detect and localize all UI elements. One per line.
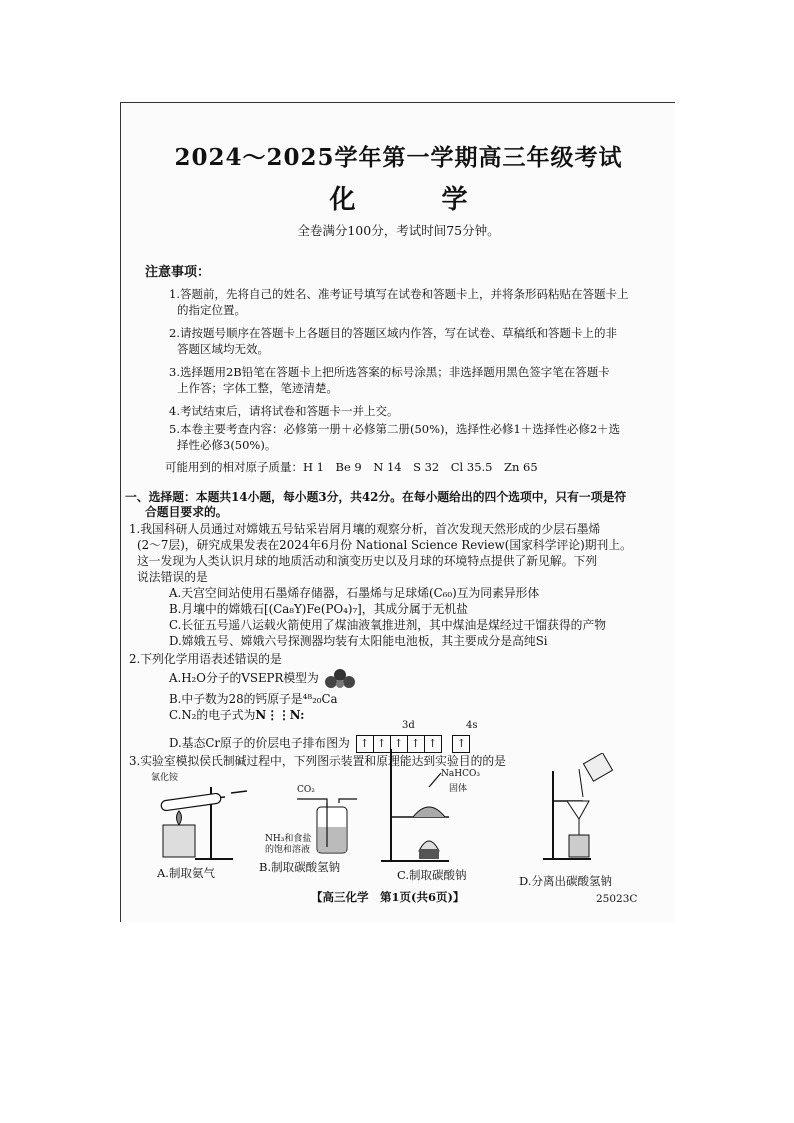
question-stem: (2～7层)，研究成果发表在2024年6月份 National Science Review(国家科学评论)期刊上。 [137, 538, 632, 552]
orbital-box: ↑ [407, 735, 425, 753]
notice-line: 上作答；字体工整，笔迹清楚。 [177, 381, 338, 395]
option-text: A.H₂O分子的VSEPR模型为 [169, 671, 319, 685]
subject-title: 化 学 [329, 185, 498, 215]
calcium-isotope: ⁴⁸₂₀Ca [302, 692, 338, 706]
question-stem: 这一发现为人类认识月球的地质活动和演变历史以及月球的环境特点提供了新见解。下列 [137, 554, 598, 568]
orbital-box: ↑ [424, 735, 442, 753]
orbital-4s-label: 4s [466, 720, 478, 731]
question-stem: 2.下列化学用语表述错误的是 [129, 652, 282, 666]
option: D.嫦娥五号、嫦娥六号探测器均装有太阳能电池板，其主要成分是高纯Si [169, 634, 548, 648]
exam-code: 25023C [596, 893, 638, 905]
score-info: 全卷满分100分，考试时间75分钟。 [297, 223, 500, 238]
orbital-box: ↑ [373, 735, 391, 753]
option [169, 691, 338, 707]
question-stem: 说法错误的是 [137, 570, 208, 584]
question-stem: 3.实验室模拟侯氏制碱过程中，下列图示装置和原理能达到实验目的的是 [129, 754, 506, 768]
option [169, 707, 305, 723]
notice-line: 2.请按题号顺序在答题卡上各题目的答题区域内作答，写在试卷、草稿纸和答题卡上的非 [169, 326, 617, 340]
option-text: B.中子数为28的钙原子是 [169, 692, 303, 706]
label-nh4cl: 氯化铵 [151, 773, 179, 783]
question-stem: 1.我国科研人员通过对嫦娥五号钻采岩屑月壤的观察分析，首次发现天然形成的少层石墨烯 [129, 522, 601, 536]
option: A.天宫空间站使用石墨烯存储器，石墨烯与足球烯(C₆₀)互为同素异形体 [169, 586, 540, 600]
label-nahco3: NaHCO₃ [441, 769, 480, 779]
caption-c: C.制取碳酸钠 [397, 868, 467, 882]
atomic-masses: 可能用到的相对原子质量：H 1 Be 9 N 14 S 32 Cl 35.5 Zn 65 [165, 460, 538, 474]
orbital-box: ↑ [452, 735, 470, 753]
label-co2: CO₂ [297, 785, 315, 795]
notice-heading: 注意事项： [145, 265, 211, 280]
option-text: D.基态Cr原子的价层电子排布图为 [169, 736, 350, 750]
orbital-3d-label: 3d [402, 720, 415, 731]
notice-line: 答题区域均无效。 [177, 342, 269, 356]
electron-formula: N⋮⋮N: [255, 708, 305, 722]
option: C.长征五号遥八运载火箭使用了煤油液氧推进剂，其中煤油是煤经过干馏获得的产物 [169, 618, 607, 632]
apparatus-d-icon [541, 753, 621, 863]
exam-sheet [120, 102, 675, 922]
exam-title: 2024～2025学年第一学期高三年级考试 [174, 144, 623, 171]
caption-b: B.制取碳酸氢钠 [259, 860, 341, 874]
section-heading: 一、选择题：本题共14小题，每小题3分，共42分。在每小题给出的四个选项中，只有一项是符 [125, 490, 627, 504]
orbital-box: ↑ [356, 735, 374, 753]
option-text: C.N₂的电子式为 [169, 708, 256, 722]
notice-line: 5.本卷主要考查内容：必修第一册＋必修第二册(50%)，选择性必修1＋选择性必修2＋选 [169, 422, 621, 436]
option [169, 669, 357, 689]
apparatus-a-icon [143, 779, 253, 861]
notice-line: 1.答题前，先将自己的姓名、准考证号填写在试卷和答题卡上，并将条形码粘贴在答题卡上 [169, 287, 629, 301]
notice-line: 的指定位置。 [177, 303, 246, 317]
orbital-box: ↑ [390, 735, 408, 753]
option: B.月壤中的嫦娥石[(Ca₈Y)Fe(PO₄)₇]，其成分属于无机盐 [169, 602, 468, 616]
page-footer: 【高三化学 第1页(共6页)】 [311, 890, 465, 904]
vsepr-model-icon [323, 669, 357, 689]
caption-d: D.分离出碳酸氢钠 [519, 874, 612, 888]
label-solid: 固体 [449, 784, 468, 794]
apparatus-c-icon [379, 743, 475, 865]
section-heading: 合题目要求的。 [145, 505, 228, 519]
notice-line: 择性必修3(50%)。 [177, 438, 277, 452]
label-nh3-solution: 的饱和溶液 [265, 845, 311, 855]
notice-line: 3.选择题用2B铅笔在答题卡上把所选答案的标号涂黑；非选择题用黑色签字笔在答题卡 [169, 365, 610, 379]
notice-line: 4.考试结束后，请将试卷和答题卡一并上交。 [169, 404, 399, 418]
label-nh3: NH₃和食盐 [265, 834, 312, 844]
caption-a: A.制取氨气 [157, 866, 215, 880]
